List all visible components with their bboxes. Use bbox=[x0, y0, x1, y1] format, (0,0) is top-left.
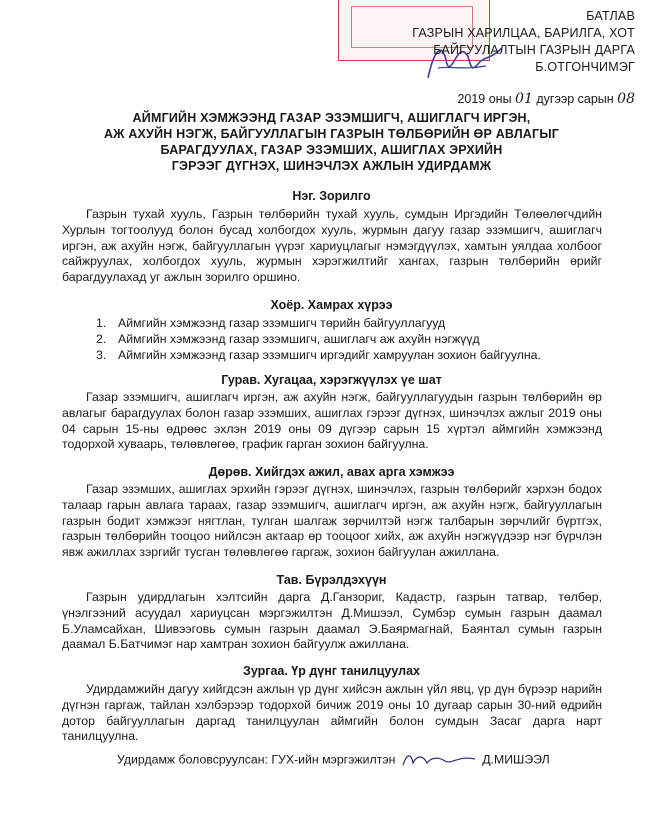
section-title-purpose: Нэг. Зорилго bbox=[292, 189, 371, 203]
approval-line-1: ГАЗРЫН ХАРИЛЦАА, БАРИЛГА, ХОТ bbox=[412, 26, 635, 40]
date-mid: дугээр сарын bbox=[536, 92, 614, 106]
scope-list bbox=[96, 315, 606, 363]
approval-line-2: БАЙГУУЛАЛТЫН ГАЗРЫН ДАРГА bbox=[433, 43, 635, 57]
section-title-scope: Хоёр. Хамрах хүрээ bbox=[270, 298, 393, 312]
section-title-timeline: Гурав. Хугацаа, хэрэгжүүлэх үе шат bbox=[221, 373, 442, 387]
prepared-by-label: Удирдамж боловсруулсан: ГУХ-ийн мэргэжилтэн bbox=[117, 752, 396, 767]
list-item: 2. Аймгийн хэмжээнд газар эзэмшигч, ашиглагч аж ахуйн нэгжүүд bbox=[96, 332, 480, 346]
section-title-activities: Дөрөв. Хийгдэх ажил, авах арга хэмжээ bbox=[208, 465, 455, 479]
date-day: 08 bbox=[617, 91, 635, 107]
list-item: 1. Аймгийн хэмжээнд газар эзэмшигч төрийн байгууллагууд bbox=[96, 316, 446, 330]
prepared-by bbox=[117, 751, 550, 769]
section-text-members: Газрын удирдлагын хэлтсийн дарга Д.Ганзориг, Кадастр, газрын татвар, төлбөр, үнэлгээний асуудал хариуцсан мэргэжилтэн Д.Мишээл, Сумбэр сумын газрын даамал Б.Уламсайхан, Шивээговь сумын газрын даамал Э.Баярмагнай, Баянтал сумын газрын даамал Б.Батчимэг нар хамтран зохион байгуулж ажиллана. bbox=[62, 590, 602, 652]
approval-label: БАТЛАВ bbox=[586, 9, 635, 23]
section-text-timeline: Газар эзэмшигч, ашиглагч иргэн, аж ахуйн нэгж, байгууллагуудын газрын төлбөрийн өр авлагыг барагдуулах болон газар эзэмших, ашиглах гэрээг дүгнэх, шинэчлэх ажлыг 2019 оны 04 сарын 15-ны өдрөөс эхлэн 2019 оны 09 дүгээр сарын 15 хүртэл аймгийн хэмжээнд тодорхой хуваарь, төлөвлөгөө, график гарган зохион байгуулна. bbox=[62, 390, 602, 452]
section-text-purpose: Газрын тухай хууль, Газрын төлбөрийн тухай хууль, сумдын Иргэдийн Төлөөлөгчдийн Хурлын тогтоолууд болон бусад холбогдох хууль, журмын дагуу газар эзэмшигч, ашиглагч иргэн, аж ахуйн нэгж, байгууллагын үүрэг хариуцлагыг нэмэгдүүлэх, хамтын уялдаа холбоог сайжруулах, холбогдох хууль, журмын хэрэгжилтийг хангах, газрын төлбөрийн өрийг барагдуулахад уг ажлын зорилго оршино. bbox=[62, 207, 602, 285]
title-line: АЙМГИЙН ХЭМЖЭЭНД ГАЗАР ЭЗЭМШИГЧ, АШИГЛАГЧ ИРГЭН, bbox=[132, 111, 531, 125]
date-month: 01 bbox=[515, 91, 533, 107]
approval-block bbox=[412, 8, 635, 76]
title-line: АЖ АХУЙН НЭГЖ, БАЙГУУЛЛАГЫН ГАЗРЫН ТӨЛБӨРИЙН ӨР АВЛАГЫГ bbox=[103, 127, 560, 141]
section-text-activities: Газар эзэмших, ашиглах эрхийн гэрээг дүгнэх, шинэчлэх, газрын төлбөрийг хэрхэн бодох талаар гарын авлага тараах, газар эзэмшигч, ашиглагч иргэн, аж ахуйн нэгж, байгууллагын газрын бодит хэмжээг нягтлан, тулган шалгаж зөрчилтэй нэгж талбарын зөрчлийг бүртгэх, газрын төлбөрийн тооцоо нийлсэн актаар өр тооцоог хийх, аж ахуйн нэгжүүдээр нэг бүрчлэн явж ажиллах зэргийг тусган төлөвлөгөө гаргаж, зохион байгуулан ажиллана. bbox=[62, 482, 602, 560]
prepared-by-name: Д.МИШЭЭЛ bbox=[482, 752, 550, 767]
section-text-results: Удирдамжийн дагуу хийгдсэн ажлын үр дүнг хийсэн ажлын үйл явц, үр дүн бүрээр нарийн дүгнэн гаргаж, тайлан хэлбэрээр тодорхой бичиж 2019 оны 10 дугаар сарын 30-ний өдрийн дотор байгууллагын даргад танилцуулан аймгийн болон сумдын Засаг дарга нарт танилцуулна. bbox=[62, 682, 602, 744]
date-prefix: 2019 оны bbox=[457, 92, 512, 106]
document-title bbox=[60, 110, 603, 174]
title-line: БАРАГДУУЛАХ, ГАЗАР ЭЗЭМШИХ, АШИГЛАХ ЭРХИЙН bbox=[160, 143, 503, 157]
approval-date bbox=[457, 91, 635, 107]
signature-image bbox=[399, 751, 479, 769]
section-title-members: Тав. Бүрэлдэхүүн bbox=[276, 573, 387, 587]
section-title-results: Зургаа. Үр дүнг танилцуулах bbox=[242, 664, 420, 678]
list-item: 3. Аймгийн хэмжээнд газар эзэмшигч иргэдийг хамруулан зохион байгуулна. bbox=[96, 348, 541, 362]
approval-name: Б.ОТГОНЧИМЭГ bbox=[535, 60, 635, 74]
title-line: ГЭРЭЭГ ДҮГНЭХ, ШИНЭЧЛЭХ АЖЛЫН УДИРДАМЖ bbox=[171, 159, 492, 173]
